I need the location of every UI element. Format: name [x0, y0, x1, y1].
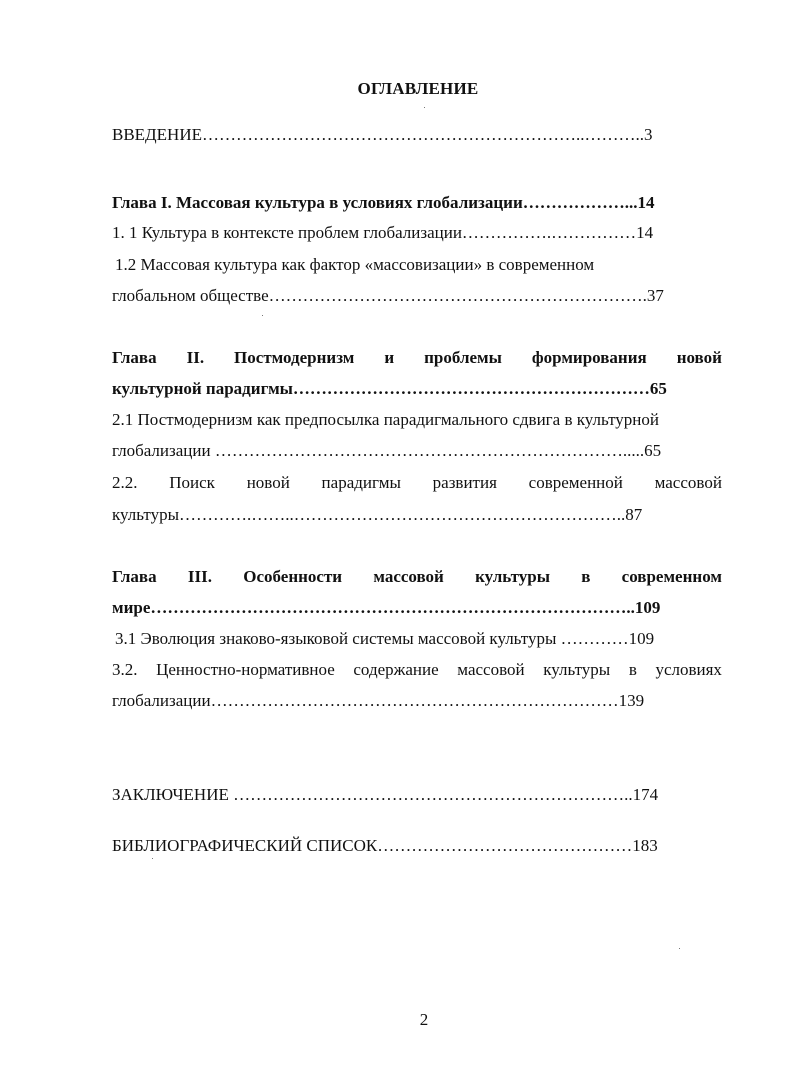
toc-entry-chapter-2-cont: культурной парадигмы………………………………………………………65: [112, 379, 667, 398]
toc-entry-introduction: ВВЕДЕНИЕ…………………………………………………………..………..3: [112, 125, 653, 144]
page-number: 2: [419, 1010, 429, 1029]
toc-entry-section-3-2: 3.2. Ценностно-нормативное содержание массовой культуры в условиях: [112, 660, 722, 679]
scan-speck: [424, 107, 425, 108]
toc-entry-bibliography: БИБЛИОГРАФИЧЕСКИЙ СПИСОК………………………………………183: [112, 836, 658, 855]
toc-entry-chapter-2: Глава II. Постмодернизм и проблемы формирования новой: [112, 348, 722, 367]
scan-speck: [262, 315, 263, 316]
page-title: ОГЛАВЛЕНИЕ: [357, 79, 479, 98]
toc-entry-conclusion: ЗАКЛЮЧЕНИЕ ……………………………………………………………..174: [112, 785, 659, 804]
toc-entry-section-2-1: 2.1 Постмодернизм как предпосылка парадигмального сдвига в культурной: [112, 410, 659, 429]
toc-entry-chapter-1: Глава I. Массовая культура в условиях глобализации………………...14: [112, 193, 655, 212]
toc-entry-section-1-1: 1. 1 Культура в контексте проблем глобализации…………….……………14: [112, 223, 654, 242]
toc-entry-section-2-1-cont: глобализации ……………………………………………………………….....65: [112, 441, 662, 460]
toc-entry-section-3-2-cont: глобализации………………………………………………………………139: [112, 691, 645, 710]
toc-entry-section-1-2: 1.2 Массовая культура как фактор «массовизации» в современном: [115, 255, 595, 274]
toc-entry-section-2-2: 2.2. Поиск новой парадигмы развития современной массовой: [112, 473, 722, 492]
toc-entry-chapter-3: Глава III. Особенности массовой культуры в современном: [112, 567, 722, 586]
toc-entry-section-3-1: 3.1 Эволюция знаково-языковой системы массовой культуры …………109: [115, 629, 655, 648]
toc-entry-chapter-3-cont: мире…………………………………………………………………………..109: [112, 598, 661, 617]
scan-speck: [152, 858, 153, 859]
toc-entry-section-1-2-cont: глобальном обществе………………………………………………………….37: [112, 286, 664, 305]
scan-speck: [679, 948, 680, 949]
toc-entry-section-2-2-cont: культуры………….……..…………………………………………………..87: [112, 505, 643, 524]
